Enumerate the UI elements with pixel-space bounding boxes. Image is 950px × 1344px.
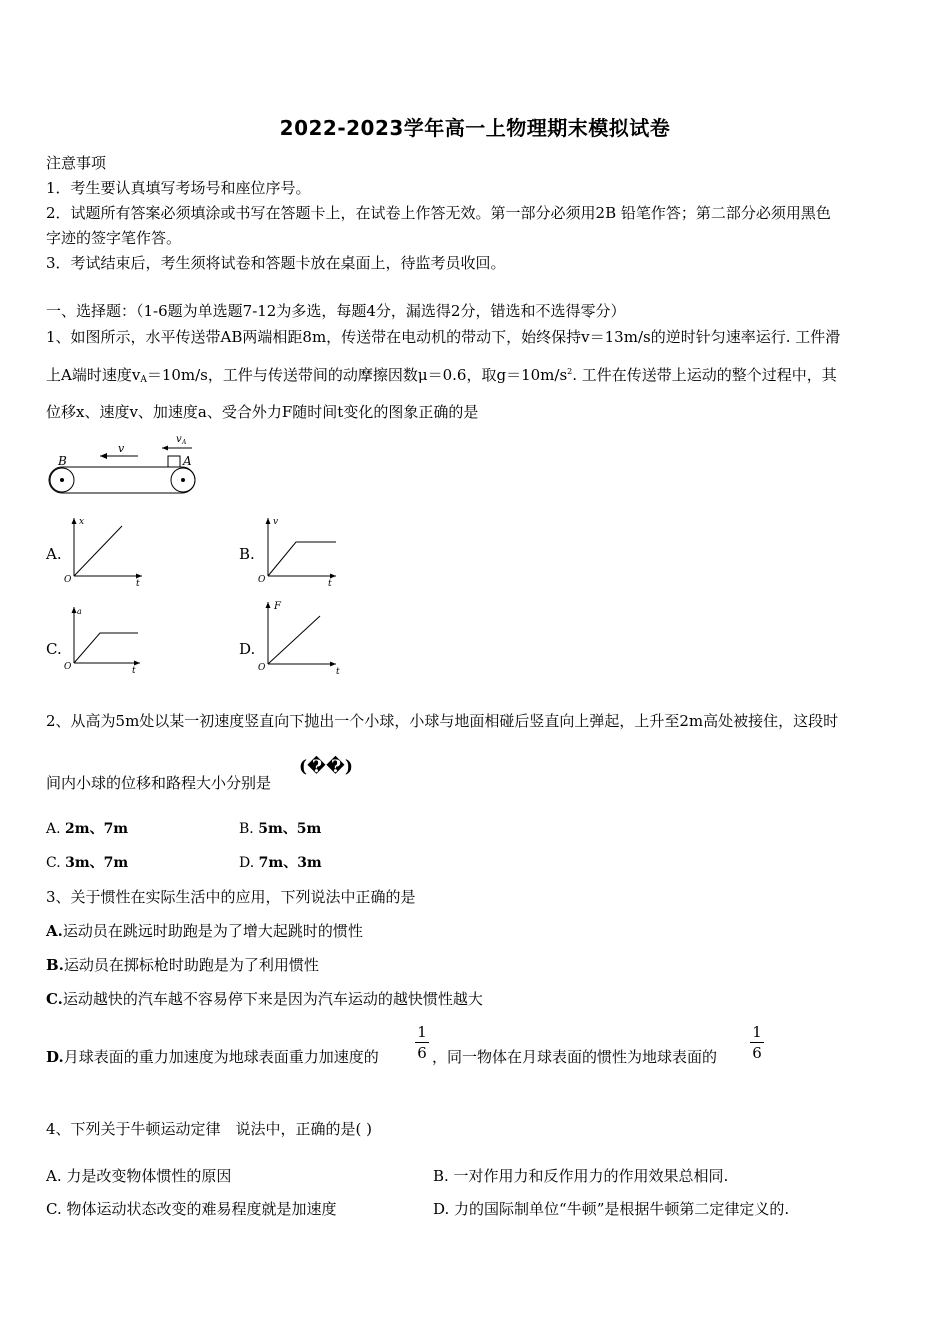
notice-item-2: 2．试题所有答案必须填涂或书写在答题卡上，在试卷上作答无效。第一部分必须用2B 铅笔作答；第二部分必须用黑色 — [46, 204, 831, 222]
q1-line-3: 位移x、速度v、加速度a、受合外力F随时间t变化的图象正确的是 — [46, 403, 479, 421]
notice-heading: 注意事项 — [46, 154, 107, 172]
label-a: A — [183, 454, 192, 468]
q3-option-c: C.运动越快的汽车越不容易停下来是因为汽车运动的越快惯性越大 — [46, 990, 483, 1008]
q2-option-b: B. 5m、5m — [239, 821, 322, 837]
q3-stem: 3、关于惯性在实际生活中的应用，下列说法中正确的是 — [46, 888, 416, 906]
notice-item-3: 3．考试结束后，考生须将试卷和答题卡放在桌面上，待监考员收回。 — [46, 254, 506, 272]
graph-d-curve — [268, 616, 320, 664]
label-v: v — [118, 442, 125, 455]
q3-fraction-2: 1 6 — [750, 1023, 764, 1062]
q4-option-a: A. 力是改变物体惯性的原因 — [46, 1167, 232, 1185]
workpiece — [168, 456, 180, 467]
graph-a-curve — [74, 526, 122, 576]
q2-line-2: 间内小球的位移和路程大小分别是 — [46, 774, 272, 792]
svg-text:t: t — [132, 666, 136, 675]
q4-option-b: B. 一对作用力和反作用力的作用效果总相同. — [433, 1167, 729, 1185]
q1-option-d-label: D. — [239, 640, 256, 658]
svg-text:O: O — [64, 575, 72, 585]
svg-text:t: t — [136, 579, 140, 588]
q1-option-c-label: C. — [46, 640, 62, 658]
page-title: 2022-2023学年高一上物理期末模拟试卷 — [279, 116, 671, 140]
q2-option-c: C. 3m、7m — [46, 855, 129, 871]
q3-fraction-1: 1 6 — [415, 1023, 429, 1062]
q1-graph-a — [62, 512, 148, 588]
q2-option-d: D. 7m、3m — [239, 855, 322, 871]
q2-answer-paren: (��) — [299, 757, 353, 777]
q3-option-d-cont: ，同一物体在月球表面的惯性为地球表面的 — [432, 1048, 718, 1066]
q1-graph-d — [256, 598, 346, 676]
q1-line-1: 1、如图所示，水平传送带AB两端相距8m，传送带在电动机的带动下，始终保持v＝13m/s的逆时针匀速率运行. 工件滑 — [46, 328, 841, 346]
svg-text:x: x — [79, 517, 85, 527]
graph-c-curve — [74, 633, 138, 663]
conveyor-diagram — [44, 430, 204, 500]
q3-option-d: D.月球表面的重力加速度为地球表面重力加速度的 — [46, 1048, 379, 1066]
svg-text:t: t — [336, 667, 340, 676]
notice-item-1: 1．考生要认真填写考场号和座位序号。 — [46, 179, 311, 197]
q1-option-a-label: A. — [46, 545, 62, 563]
q4-stem: 4、下列关于牛顿运动定律 说法中，正确的是( ) — [46, 1120, 373, 1138]
q2-option-a: A. 2m、7m — [46, 821, 129, 837]
q4-option-d: D. 力的国际制单位“牛顿”是根据牛顿第二定律定义的. — [433, 1200, 790, 1218]
q1-option-b-label: B. — [239, 545, 255, 563]
notice-item-2-cont: 字迹的签字笔作答。 — [46, 229, 182, 247]
graph-b-curve — [268, 542, 336, 576]
label-b: B — [58, 454, 67, 468]
svg-text:O: O — [258, 663, 266, 673]
q3-option-a: A.运动员在跳远时助跑是为了增大起跳时的惯性 — [46, 922, 363, 940]
svg-text:v: v — [273, 517, 279, 527]
q1-graph-c — [62, 603, 148, 675]
q1-graph-b — [256, 512, 346, 588]
section-heading: 一、选择题：（1-6题为单选题7-12为多选，每题4分，漏选得2分，错选和不选得零分） — [46, 302, 626, 320]
svg-text:t: t — [328, 579, 332, 588]
q1-line-2: 上A端时速度$v_A=10m/s$，工件与传送带间的动摩擦因数μ＝0.6，取$g=10m/s^2$. 工件在传送带上运动的整个过程中，其 — [46, 366, 837, 385]
svg-text:F: F — [274, 601, 281, 612]
svg-text:O: O — [64, 662, 72, 672]
q2-line-1: 2、从高为5m处以某一初速度竖直向下抛出一个小球，小球与地面相碰后竖直向上弹起，上升至2m高处被接住，这段时 — [46, 712, 839, 730]
svg-text:O: O — [258, 575, 266, 585]
label-va: v — [176, 434, 182, 445]
q3-option-b: B.运动员在掷标枪时助跑是为了利用惯性 — [46, 956, 319, 974]
label-va-sub: A — [182, 439, 187, 446]
q4-option-c: C. 物体运动状态改变的难易程度就是加速度 — [46, 1200, 337, 1218]
svg-text:a: a — [77, 607, 82, 616]
